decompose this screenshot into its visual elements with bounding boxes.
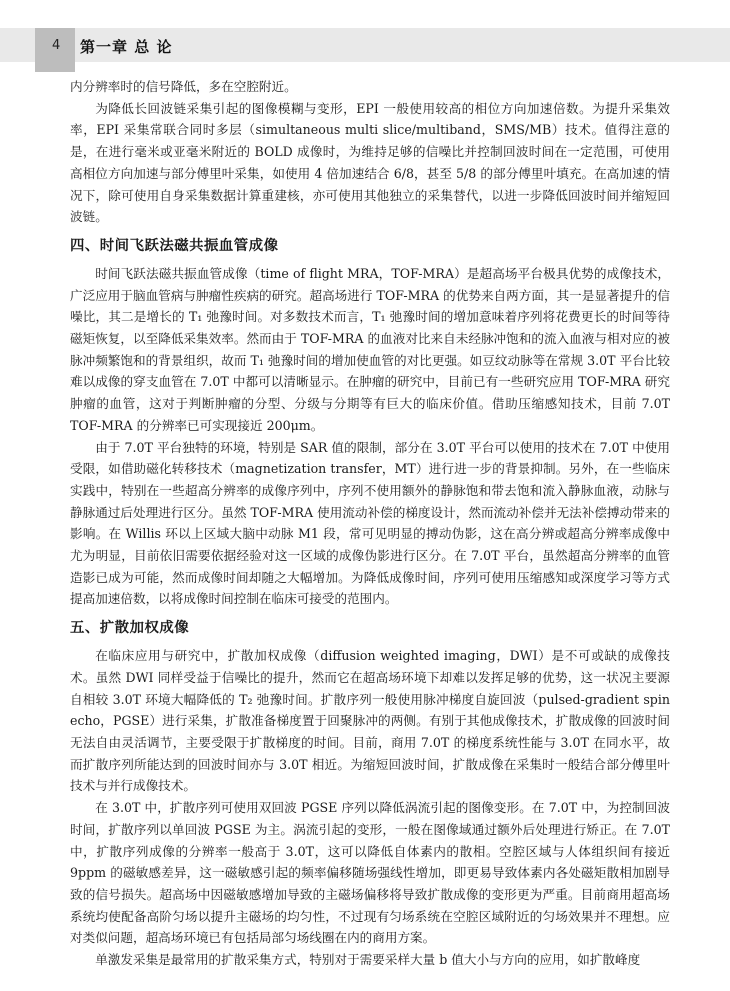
paragraph: 由于 7.0T 平台独特的环境，特别是 SAR 值的限制，部分在 3.0T 平台可以使用的技术在 7.0T 中使用受限，如借助磁化转移技术（magnetization transfer，MT）进行进一步的背景抑制。另外，在一些临床实践中，特别在一些超高分辨率的成像序列中，序列不使用额外的静脉饱和带去饱和流入静脉血液，动脉与静脉通过后处理进行区分。虽然 TOF-MRA 使用流动补偿的梯度设计，然而流动补偿并无法补偿搏动带来的影响。在 Willis 环以上区域大脑中动脉 M1 段，常可见明显的搏动伪影，这在高分辨或超高分辨率成像中尤为明显，目前依旧需要依据经验对这一区域的成像伪影进行区分。在 7.0T 平台，虽然超高分辨率的血管造影已成为可能，然而成像时间却随之大幅增加。为降低成像时间，序列可使用压缩感知或深度学习等方式提高加速倍数，以将成像时间控制在临床可接受的范围内。 [70,439,670,607]
paragraph: 内分辨率时的信号降低，多在空腔附近。 [70,79,297,94]
paragraph: 在临床应用与研究中，扩散加权成像（diffusion weighted imaging，DWI）是不可或缺的成像技术。虽然 DWI 同样受益于信噪比的提升，然而它在超高场环境下却难以发挥足够的优势，这一状况主要源自相较 3.0T 环境大幅降低的 T₂ 弛豫时间。扩散序列一般使用脉冲梯度自旋回波（pulsed-gradient spin echo，PGSE）进行采集，扩散准备梯度置于回聚脉冲的两侧。有别于其他成像技术，扩散成像的回波时间无法自由灵活调节，主要受限于扩散梯度的时间。目前，商用 7.0T 的梯度系统性能与 3.0T 在同水平，故而扩散序列所能达到的回波时间亦与 3.0T 相近。为缩短回波时间，扩散成像在采集时一般结合部分傅里叶技术与并行成像技术。 [70,648,670,794]
section-heading-dwi: 五、扩散加权成像 [70,620,190,637]
section-heading-tof-mra: 四、时间飞跃法磁共振血管成像 [70,237,279,254]
paragraph: 为降低长回波链采集引起的图像模糊与变形，EPI 一般使用较高的相位方向加速倍数。为提升采集效率，EPI 采集常联合同时多层（simultaneous multi slice/multiband，SMS/MB）技术。值得注意的是，在进行毫米或亚毫米附近的 BOLD 成像时，为维持足够的信噪比并控制回波时间在一定范围，可使用高相位方向加速与部分傅里叶采集，如使用 4 倍加速结合 6/8，甚至 5/8 的部分傅里叶填充。在高加速的情况下，除可使用自身采集数据计算重建核，亦可使用其他独立的采集替代，以进一步降低回波时间并缩短回波链。 [70,100,670,225]
body-text [70,76,670,971]
paragraph: 时间飞跃法磁共振血管成像（time of flight MRA，TOF-MRA）是超高场平台极具优势的成像技术，广泛应用于脑血管病与肿瘤性疾病的研究。超高场进行 TOF-MRA 的优势来自两方面，其一是显著提升的信噪比，其二是增长的 T₁ 弛豫时间。对多数技术而言，T₁ 弛豫时间的增加意味着序列将花费更长的时间等待磁矩恢复，以至降低采集效率。然而由于 TOF-MRA 的血液对比来自未经脉冲饱和的流入血液与相对应的被脉冲频繁饱和的背景组织，故而 T₁ 弛豫时间的增加使血管的对比更强。如豆纹动脉等在常规 3.0T 平台比较难以成像的穿支血管在 7.0T 中都可以清晰显示。在肿瘤的研究中，目前已有一些研究应用 TOF-MRA 研究肿瘤的血管，这对于判断肿瘤的分型、分级与分期等有巨大的临床价值。借助压缩感知技术，目前 7.0T TOF-MRA 的分辨率已可实现接近 200μm。 [70,265,670,433]
chapter-title: 第一章 总 论 [80,38,173,56]
page-number: 4 [52,38,61,53]
paragraph: 单激发采集是最常用的扩散采集方式，特别对于需要采样大量 b 值大小与方向的应用，如扩散峰度 [95,952,641,968]
paragraph: 在 3.0T 中，扩散序列可使用双回波 PGSE 序列以降低涡流引起的图像变形。在 7.0T 中，为控制回波时间，扩散序列以单回波 PGSE 为主。涡流引起的变形，一般在图像域通过额外后处理进行矫正。在 7.0T 中，扩散序列成像的分辨率一般高于 3.0T，这可以降低自体素内的散相。空腔区域与人体组织间有接近 9ppm 的磁敏感差异，这一磁敏感引起的频率偏移随场强线性增加，即更易导致体素内各处磁矩散相加剧导致的信号损失。超高场中因磁敏感增加导致的主磁场偏移将导致扩散成像的变形更为严重。目前商用超高场系统均使配备高阶匀场以提升主磁场的均匀性，不过现有匀场系统在空腔区域附近的匀场效果并不理想。应对类似问题，超高场环境已有包括局部匀场线圈在内的商用方案。 [70,800,670,946]
